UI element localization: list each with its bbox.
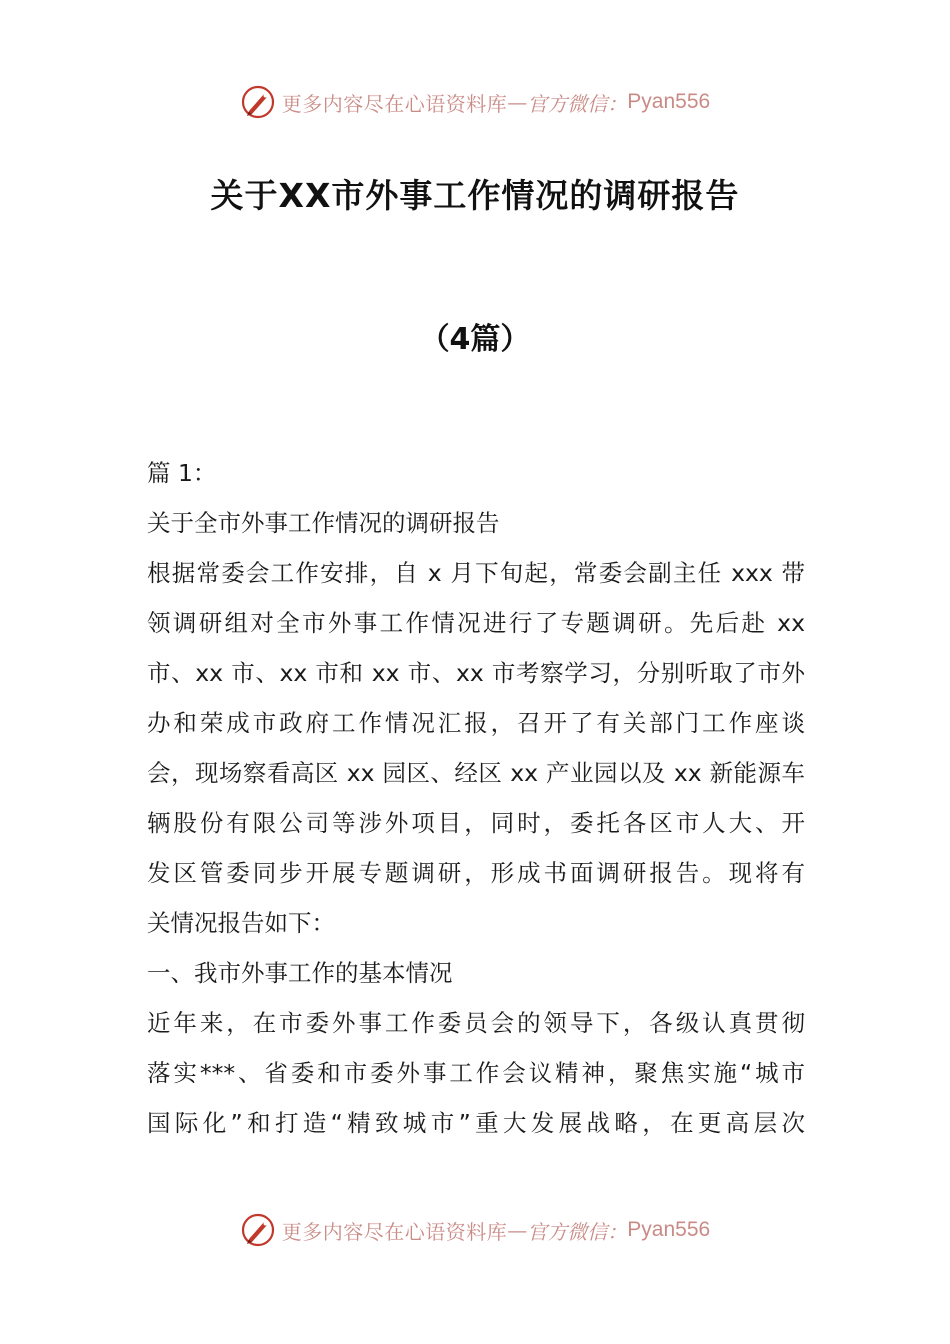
banner-slogan: 更多内容尽在心语资料库 (281, 91, 508, 116)
banner-wechat-label: 官方微信： (527, 1219, 628, 1244)
document-subtitle: （4篇） (419, 322, 531, 357)
paragraph-line: 关情况报告如下： (147, 909, 335, 937)
paragraph-line: 落实***、省委和市委外事工作会议精神，聚焦实施“城市 (147, 1059, 805, 1087)
banner-wechat-label: 官方微信： (527, 91, 628, 116)
report-heading: 关于全市外事工作情况的调研报告 (147, 509, 500, 537)
subsection-heading: 一、我市外事工作的基本情况 (147, 959, 453, 987)
header-banner (0, 80, 950, 124)
paragraph-line: 办和荣成市政府工作情况汇报，召开了有关部门工作座谈 (147, 709, 805, 737)
banner-wechat-id: Pyan556 (627, 1218, 711, 1241)
paragraph-line: 辆股份有限公司等涉外项目，同时，委托各区市人大、开 (147, 809, 805, 837)
document-title: 关于XX市外事工作情况的调研报告 (210, 176, 740, 215)
banner-wechat-id: Pyan556 (627, 90, 711, 113)
paragraph-line: 近年来，在市委外事工作委员会的领导下，各级认真贯彻 (147, 1009, 805, 1037)
footer-banner (0, 1208, 950, 1252)
paragraph-line: 市、xx 市、xx 市和 xx 市、xx 市考察学习，分别听取了市外 (147, 659, 805, 687)
pen-logo-icon (240, 84, 276, 120)
section-heading: 篇 1： (147, 459, 217, 487)
paragraph-line: 发区管委同步开展专题调研，形成书面调研报告。现将有 (147, 859, 805, 887)
paragraph-line: 会，现场察看高区 xx 园区、经区 xx 产业园以及 xx 新能源车 (147, 759, 805, 787)
banner-slogan: 更多内容尽在心语资料库 (281, 1219, 508, 1244)
paragraph-line: 领调研组对全市外事工作情况进行了专题调研。先后赴 xx (147, 609, 805, 637)
document-body (147, 448, 805, 1148)
banner-dash: — (507, 1218, 528, 1242)
banner-dash: — (507, 90, 528, 114)
paragraph-line: 根据常委会工作安排，自 x 月下旬起，常委会副主任 xxx 带 (147, 559, 805, 587)
paragraph-line: 国际化”和打造“精致城市”重大发展战略，在更高层次 (147, 1109, 805, 1137)
pen-logo-icon (240, 1212, 276, 1248)
